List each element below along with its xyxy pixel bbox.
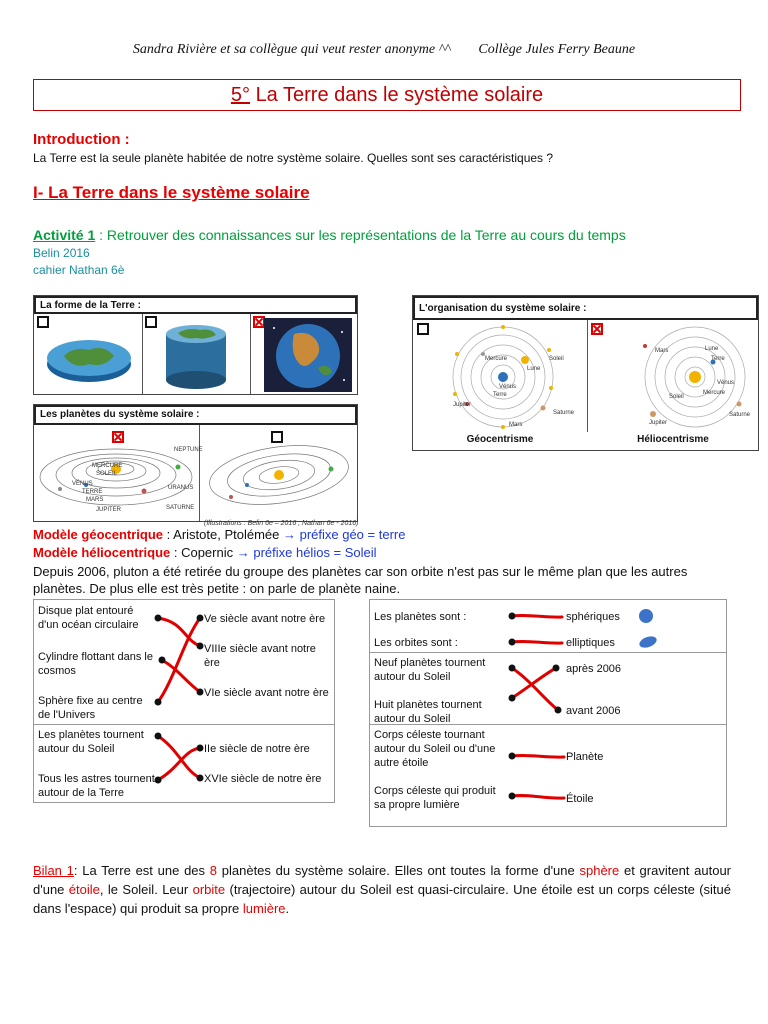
figure-credits: (Illustrations : Belin 6e – 2016 ; Nathan 6e - 2016): [204, 520, 359, 527]
mr-a1: Les planètes sont :: [374, 611, 467, 623]
geo-terre: Terre: [493, 392, 507, 398]
geo-lune: Lune: [527, 366, 541, 372]
mr-a2: Les orbites sont :: [374, 637, 458, 649]
ml-b1: Les planètes tournent autour du Soleil: [38, 729, 144, 755]
bilan-label: Bilan 1: [33, 863, 74, 878]
organisation-title: L'organisation du système solaire :: [413, 296, 758, 320]
geo-model-text: : Aristote, Ptolémée: [163, 527, 283, 542]
bilan-lumiere: lumière: [242, 901, 286, 916]
bilan-text-3: et gravitent autour d'une: [33, 863, 732, 897]
pluto-paragraph: Depuis 2006, pluton a été retirée du groupe des planètes car son orbite n'est pas sur le même plan que les autres planètes. De plus elle est très petite : on parle de planète naine.: [33, 564, 688, 596]
bilan-paragraph: [33, 861, 731, 918]
ml-r2: VIIIe siècle avant notre ère: [204, 643, 316, 669]
page-header: [0, 42, 768, 58]
ml-r1: Ve siècle avant notre ère: [204, 613, 326, 625]
forme-panel: [33, 295, 358, 395]
lbl-neptune: NEPTUNE: [174, 447, 203, 453]
geo-venus: Vénus: [499, 384, 517, 390]
mr-b2: Huit planètes tournent autour du Soleil: [374, 699, 482, 725]
ml-s2: XVIe siècle de notre ère: [204, 773, 322, 785]
geo-jupiter: Jupiter: [453, 402, 472, 408]
geo-mars: Mars: [509, 422, 523, 428]
ml-a1: Disque plat entouré d'un océan circulaire: [38, 605, 139, 631]
intro-heading: Introduction :: [33, 131, 130, 148]
bilan-number: 8: [209, 863, 218, 878]
sphere-earth-image: [264, 318, 352, 392]
checkbox-planetes-b[interactable]: [271, 431, 283, 443]
sphere-icon: [639, 609, 653, 623]
mr-r2: elliptiques: [566, 637, 615, 649]
helio-model-line: [33, 545, 377, 560]
lbl-saturne: SATURNE: [166, 505, 195, 511]
helio-cell: [587, 320, 759, 432]
checkbox-helio-checked[interactable]: [591, 323, 603, 335]
mr-r1: sphériques: [566, 611, 620, 623]
helio-mercure: Mercure: [703, 390, 726, 396]
lbl-soleil: SOLEIL: [96, 471, 118, 477]
matching-left-lines: [34, 600, 334, 802]
mr-t2: Étoile: [566, 793, 594, 805]
source-1: Belin 2016: [33, 246, 90, 260]
lbl-mars: MARS: [86, 497, 104, 503]
checkbox-cylinder[interactable]: [145, 316, 157, 328]
geo-cell: [413, 320, 588, 432]
ml-a2: Cylindre flottant dans le cosmos: [38, 651, 153, 677]
mr-s2: avant 2006: [566, 705, 621, 717]
planetes-panel: [33, 404, 358, 522]
lbl-mercure: MERCURE: [92, 463, 123, 469]
matching-right-lines: [370, 600, 726, 826]
checkbox-geo[interactable]: [417, 323, 429, 335]
orbits-diagram-b: [201, 445, 355, 519]
helio-label: Héliocentrisme: [637, 434, 709, 445]
page-title: [33, 79, 741, 111]
helio-mars: Mars: [655, 348, 669, 354]
bilan-orbite: orbite: [192, 882, 226, 897]
mr-s1: après 2006: [566, 663, 622, 675]
cylinder-earth-image: [160, 320, 232, 392]
helio-model-note: → préfixe hélios = Soleil: [236, 545, 377, 560]
mr-b1: Neuf planètes tournent autour du Soleil: [374, 657, 486, 683]
bilan-etoile: étoile: [68, 882, 100, 897]
intro-text: La Terre est la seule planète habitée de notre système solaire. Quelles sont ses caractéristiques ?: [33, 151, 554, 165]
helio-saturne: Saturne: [729, 412, 751, 418]
checkbox-planetes-a-checked[interactable]: [112, 431, 124, 443]
ellipse-icon: [638, 634, 658, 650]
forme-cell-cylinder: [142, 314, 251, 394]
planetes-cell-a: [34, 425, 203, 521]
source-2: cahier Nathan 6è: [33, 263, 125, 277]
helio-model-label: Modèle héliocentrique: [33, 545, 171, 560]
helio-terre: Terre: [711, 356, 725, 362]
bilan-text-2: planètes du système solaire. Elles ont toutes la forme d'une: [217, 863, 580, 878]
geocentric-diagram: [443, 324, 563, 430]
geo-soleil: Soleil: [549, 356, 564, 362]
bilan-text-4: , le Soleil. Leur: [99, 882, 193, 897]
bilan-text-1: : La Terre est une des: [73, 863, 210, 878]
lbl-jupiter: JUPITER: [96, 507, 122, 513]
lbl-uranus: URANUS: [168, 485, 194, 491]
ml-a3: Sphère fixe au centre de l'Univers: [38, 695, 143, 721]
forme-cell-disk: [34, 314, 143, 394]
mr-t1: Planète: [566, 751, 604, 763]
activity-text: : Retrouver des connaissances sur les représentations de la Terre au cours du temps: [95, 227, 626, 243]
geo-model-label: Modèle géocentrique: [33, 527, 164, 542]
geo-label: Géocentrisme: [466, 434, 534, 445]
helio-model-text: : Copernic: [170, 545, 237, 560]
geo-saturne: Saturne: [553, 410, 575, 416]
bilan-text-6: .: [285, 901, 290, 916]
geo-model-line: [33, 527, 405, 542]
school: Collège Jules Ferry Beaune: [478, 42, 636, 57]
planetes-cell-b: [199, 425, 357, 521]
section-heading: I- La Terre dans le système solaire: [33, 183, 310, 202]
title-text: La Terre dans le système solaire: [255, 83, 544, 106]
ml-r3: VIe siècle avant notre ère: [204, 687, 329, 699]
planetes-title: Les planètes du système solaire :: [34, 405, 357, 425]
mr-c1: Corps céleste tournant autour du Soleil ou d'une autre étoile: [374, 729, 496, 769]
helio-soleil: Soleil: [669, 394, 684, 400]
mr-c2: Corps céleste qui produit sa propre lumière: [374, 785, 496, 811]
bilan-text-5: (trajectoire) autour du Soleil est quasi-circulaire. Une étoile est un corps céleste (situé dans l'espace) qui produit sa propre: [33, 882, 731, 916]
lbl-terre: TERRE: [82, 489, 103, 495]
helio-lune: Lune: [705, 346, 719, 352]
activity-line: [33, 227, 626, 243]
matching-right: [369, 599, 727, 827]
bilan-sphere: sphère: [579, 863, 620, 878]
helio-jupiter: Jupiter: [649, 420, 668, 426]
ml-b2: Tous les astres tournent autour de la Terre: [38, 773, 155, 799]
geo-mercure: Mercure: [485, 356, 508, 362]
forme-cell-sphere: [250, 314, 358, 394]
heliocentric-diagram: [617, 324, 747, 430]
matching-left: [33, 599, 335, 803]
checkbox-disk[interactable]: [37, 316, 49, 328]
lbl-venus: VÉNUS: [72, 481, 93, 487]
disk-earth-image: [44, 328, 134, 388]
organisation-panel: [412, 295, 759, 451]
helio-venus: Vénus: [717, 380, 735, 386]
activity-label: Activité 1: [33, 227, 96, 243]
geo-model-note: → préfixe géo = terre: [282, 527, 406, 542]
forme-title: La forme de la Terre :: [34, 296, 357, 314]
authors: Sandra Rivière et sa collègue qui veut rester anonyme ^^: [132, 42, 451, 57]
ml-s1: IIe siècle de notre ère: [204, 743, 310, 755]
title-level: 5°: [230, 83, 250, 106]
